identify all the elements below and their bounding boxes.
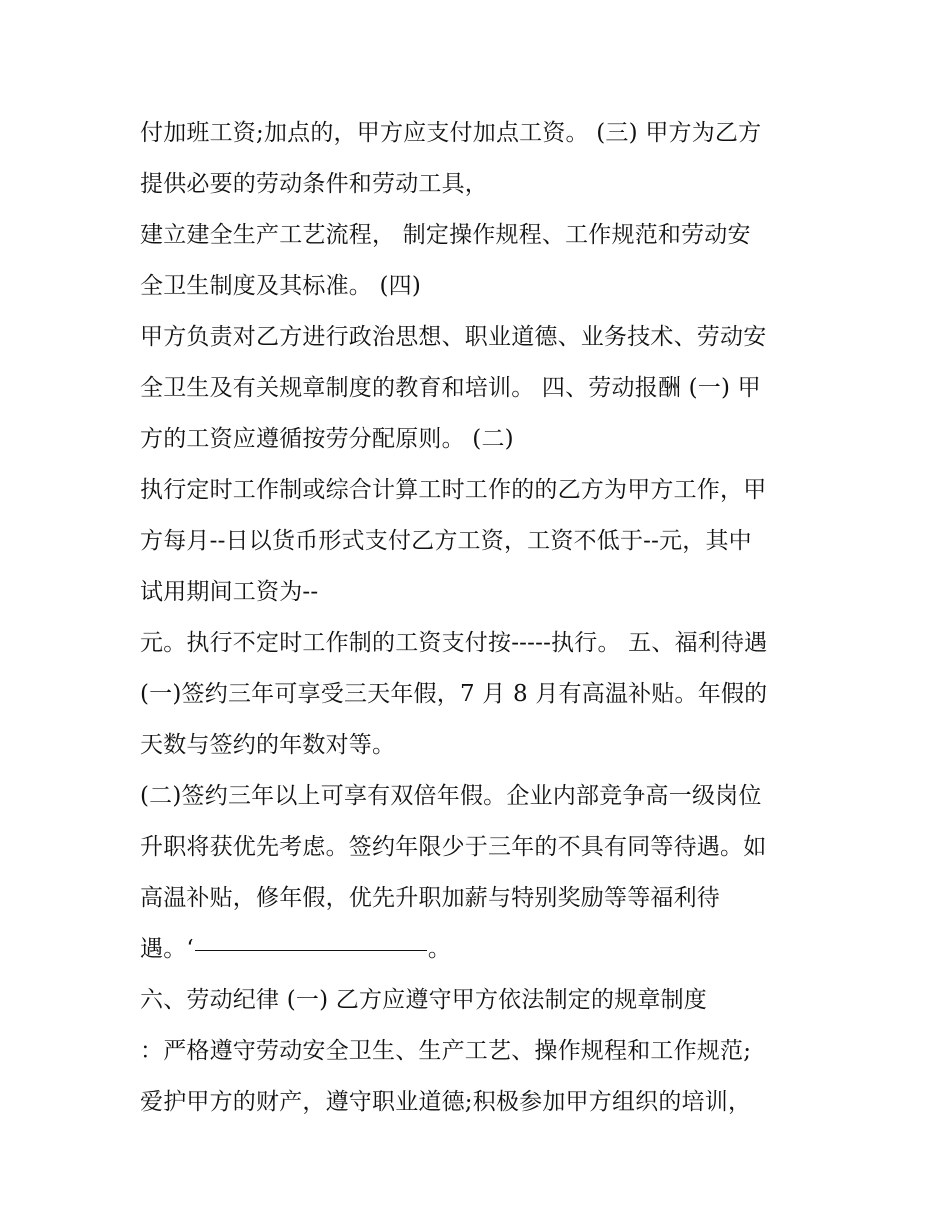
text-line: 提供必要的劳动条件和劳动工具， (140, 171, 488, 197)
text-line: 全卫生及有关规章制度的教育和培训。 四、劳动报酬 (一) 甲 (140, 375, 761, 401)
text-line: 高温补贴，修年假，优先升职加薪与特别奖励等等福利待 (140, 885, 720, 911)
text-line-with-rule (140, 924, 840, 975)
text-line: 元。执行不定时工作制的工资支付按-----执行。 五、福利待遇 (140, 630, 768, 656)
text-line: 甲方负责对乙方进行政治思想、职业道德、业务技术、劳动安 (140, 324, 767, 350)
text-line: 升职将获优先考虑。签约年限少于三年的不具有同等待遇。如 (140, 834, 767, 860)
text-line: 方的工资应遵循按劳分配原则。 (二) (140, 426, 514, 452)
text-line: 付加班工资;加点的，甲方应支付加点工资。 (三) 甲方为乙方 (140, 120, 762, 146)
text-line: 爱护甲方的财产，遵守职业道德;积极参加甲方组织的培训， (140, 1089, 752, 1115)
fill-in-rule (195, 950, 427, 951)
text-line: 六、劳动纪律 (一) 乙方应遵守甲方依法制定的规章制度 (140, 987, 707, 1013)
text-line: 执行定时工作制或综合计算工时工作的的乙方为甲方工作，甲 (140, 477, 767, 503)
text-line: 全卫生制度及其标准。 (四) (140, 273, 422, 299)
line-fragment-after: 。 (427, 936, 452, 962)
text-line: 试用期间工资为-- (140, 579, 319, 605)
text-line: (一)签约三年可享受三天年假，7 月 8 月有高温补贴。年假的 (140, 681, 768, 707)
text-line: 天数与签约的年数对等。 (140, 732, 396, 758)
contract-body-text (140, 108, 840, 1128)
text-line: ：严格遵守劳动安全卫生、生产工艺、操作规程和工作规范; (140, 1038, 752, 1064)
text-line: 建立建全生产工艺流程， 制定操作规程、工作规范和劳动安 (140, 222, 751, 248)
line-fragment-before: 遇。‘ (140, 936, 194, 962)
text-line: (二)签约三年以上可享有双倍年假。企业内部竞争高一级岗位 (140, 783, 762, 809)
text-line: 方每月--日以货币形式支付乙方工资，工资不低于--元，其中 (140, 528, 752, 554)
